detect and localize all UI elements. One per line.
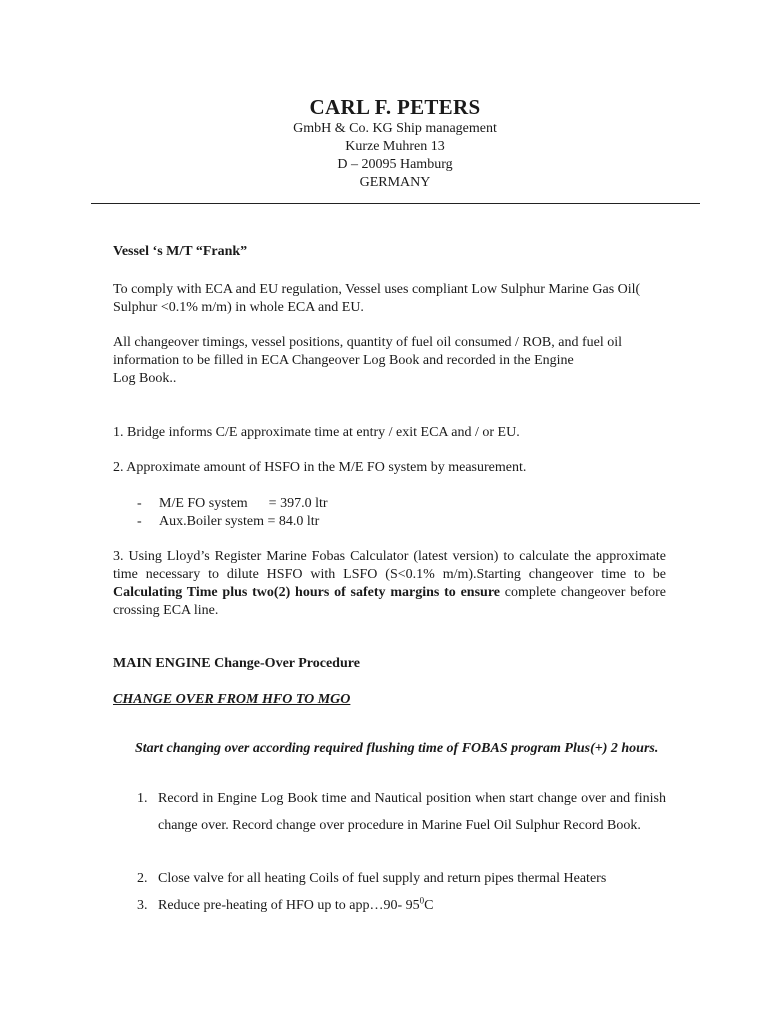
item-2: 2. Approximate amount of HSFO in the M/E FO system by measurement. — [113, 460, 527, 475]
step-item — [137, 785, 666, 839]
address-line: Kurze Muhren 13 — [345, 139, 445, 154]
step-text — [158, 892, 666, 919]
dash-bullet: - — [137, 496, 142, 511]
item-3-emphasis: Calculating Time plus two(2) hours of safety margins to ensure — [113, 585, 500, 600]
step-number: 2. — [137, 871, 148, 886]
dash-item — [137, 513, 319, 531]
step-number: 3. — [137, 898, 148, 913]
header-divider — [91, 203, 700, 204]
dash-item-text: Aux.Boiler system = 84.0 ltr — [159, 514, 320, 529]
step-text: Record in Engine Log Book time and Nautical position when start change over and finish change over. Record change over procedure in Marine Fuel Oil Sulphur Record Book. — [158, 791, 666, 833]
step-text-main: Reduce pre-heating of HFO up to app…90- 95 — [158, 898, 420, 913]
changeover-title: CHANGE OVER FROM HFO TO MGO — [113, 692, 351, 707]
paragraph-line: information to be filled in ECA Changeover Log Book and recorded in the Engine — [113, 353, 574, 368]
item-3-text: 3. Using Lloyd’s Register Marine Fobas Calculator (latest version) to calculate the approximate time necessary to dilute HSFO with LSFO (S<0.1% m/m).Starting changeover time to be — [113, 549, 666, 582]
step-number: 1. — [137, 791, 148, 806]
main-engine-heading: MAIN ENGINE Change-Over Procedure — [113, 656, 360, 671]
dash-item-text: M/E FO system = 397.0 ltr — [159, 496, 328, 511]
paragraph-line: All changeover timings, vessel positions, quantity of fuel oil consumed / ROB, and fuel oil — [113, 335, 622, 350]
address-line: GERMANY — [359, 175, 431, 190]
step-text: Close valve for all heating Coils of fuel supply and return pipes thermal Heaters — [158, 871, 607, 886]
address-line: GmbH & Co. KG Ship management — [293, 121, 497, 136]
changeover-log-paragraph — [113, 334, 666, 388]
address-line: D – 20095 Hamburg — [337, 157, 453, 172]
vessel-heading: Vessel ‘s M/T “Frank” — [113, 244, 248, 259]
compliance-paragraph: To comply with ECA and EU regulation, Vessel uses compliant Low Sulphur Marine Gas Oil( Sulphur <0.1% m/m) in whole ECA and EU. — [113, 282, 641, 315]
letterhead — [90, 94, 700, 192]
paragraph-line: Log Book.. — [113, 371, 177, 386]
dash-bullet: - — [137, 514, 142, 529]
company-name: CARL F. PETERS — [309, 95, 481, 119]
step-item — [137, 865, 666, 892]
start-note: Start changing over according required flushing time of FOBAS program Plus(+) 2 hours. — [135, 741, 659, 756]
dash-item — [137, 495, 328, 513]
step-text-unit: C — [424, 898, 434, 913]
item-1: 1. Bridge informs C/E approximate time at entry / exit ECA and / or EU. — [113, 425, 520, 440]
step-item — [137, 892, 666, 919]
item-3 — [113, 548, 666, 620]
item-3-text-end: complete changeover before crossing ECA line. — [113, 585, 666, 618]
degree-superscript: 0 — [419, 895, 425, 906]
